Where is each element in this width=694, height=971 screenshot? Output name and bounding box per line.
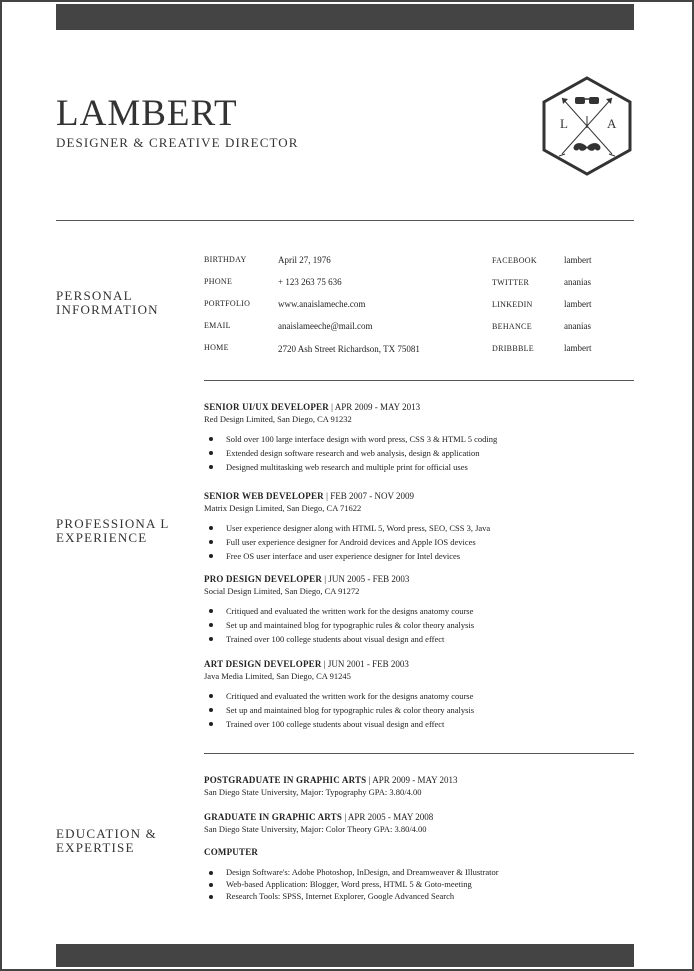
job-entry: SENIOR UI/UX DEVELOPER | APR 2009 - MAY 2013 Red Design Limited, San Diego, CA 91232 Sold over 100 large interface design with word press, CSS 3 & HTML 5 coding Extended design software research and web analysis, design & application Designed multitasking web research and multiple print for official uses	[204, 401, 634, 474]
job-company: Social Design Limited, San Diego, CA 91272	[204, 586, 360, 596]
job-title: ART DESIGN DEVELOPER	[204, 659, 322, 669]
info-label-phone: PHONE	[204, 277, 233, 286]
job-bullet: Set up and maintained blog for typographic rules & color theory analysis	[226, 703, 634, 717]
section-title-education: EDUCATION & EXPERTISE	[56, 826, 157, 855]
info-label-birthday: BIRTHDAY	[204, 255, 247, 264]
education-detail: San Diego State University, Major: Color Theory GPA: 3.80/4.00	[204, 824, 427, 834]
education-title: GRADUATE IN GRAPHIC ARTS	[204, 812, 343, 822]
job-bullet: Full user experience designer for Android devices and Apple IOS devices	[226, 535, 634, 549]
job-company: Java Media Limited, San Diego, CA 91245	[204, 671, 351, 681]
job-period: FEB 2007 - NOV 2009	[330, 491, 415, 501]
education-period: APR 2009 - MAY 2013	[372, 775, 458, 785]
social-value-linkedin: lambert	[564, 299, 592, 309]
job-bullet: Trained over 100 college students about visual design and effect	[226, 632, 634, 646]
skill-bullet: Design Software's: Adobe Photoshop, InDesign, and Dreamweaver & Illustrator	[226, 866, 634, 878]
skill-bullet: Research Tools: SPSS, Internet Explorer, Google Advanced Search	[226, 890, 634, 902]
social-value-dribbble: lambert	[564, 343, 592, 353]
social-label-linkedin: LINKEDIN	[492, 300, 533, 309]
job-company: Matrix Design Limited, San Diego, CA 71622	[204, 503, 362, 513]
social-value-behance: ananias	[564, 321, 591, 331]
job-entry: PRO DESIGN DEVELOPER | JUN 2005 - FEB 2003 Social Design Limited, San Diego, CA 91272 Critiqued and evaluated the written work for the designs anatomy course Set up and maintained blog for typographic rules & color theory analysis Trained over 100 college students about visual design and effect	[204, 573, 634, 646]
job-period: JUN 2005 - FEB 2003	[328, 574, 410, 584]
social-label-dribbble: DRIBBBLE	[492, 344, 534, 353]
job-bullet: Free OS user interface and user experience designer for Intel devices	[226, 549, 634, 563]
social-value-twitter: ananias	[564, 277, 591, 287]
mustache-icon	[574, 143, 601, 151]
divider-experience	[204, 753, 634, 754]
job-title: SENIOR UI/UX DEVELOPER	[204, 402, 329, 412]
monogram-logo	[540, 76, 634, 176]
job-period: APR 2009 - MAY 2013	[334, 402, 421, 412]
social-label-twitter: TWITTER	[492, 278, 530, 287]
top-bar	[56, 4, 634, 30]
divider-top	[56, 220, 634, 221]
info-value-portfolio: www.anaislameche.com	[278, 299, 366, 309]
job-bullet: User experience designer along with HTML 5, Word press, SEO, CSS 3, Java	[226, 521, 634, 535]
section-title-personal: PERSONAL INFORMATION	[56, 288, 159, 317]
education-detail: San Diego State University, Major: Typography GPA: 3.80/4.00	[204, 787, 422, 797]
job-bullet: Critiqued and evaluated the written work for the designs anatomy course	[226, 689, 634, 703]
section-title-experience: PROFESSIONA L EXPERIENCE	[56, 516, 170, 545]
info-value-phone: + 123 263 75 636	[278, 277, 342, 287]
education-title: POSTGRADUATE IN GRAPHIC ARTS	[204, 775, 367, 785]
job-bullet: Trained over 100 college students about visual design and effect	[226, 717, 634, 731]
education-period: APR 2005 - MAY 2008	[347, 812, 434, 822]
education-entry: POSTGRADUATE IN GRAPHIC ARTS | APR 2009 - MAY 2013 San Diego State University, Major: Typography GPA: 3.80/4.00	[204, 774, 634, 798]
job-bullet: Critiqued and evaluated the written work for the designs anatomy course	[226, 604, 634, 618]
info-value-birthday: April 27, 1976	[278, 255, 331, 265]
logo-initial-right: A	[607, 116, 617, 131]
skill-bullet: Web-based Application: Blogger, Word press, HTML 5 & Goto-meeting	[226, 878, 634, 890]
bottom-bar	[56, 944, 634, 967]
info-label-email: EMAIL	[204, 321, 231, 330]
job-title: PRO DESIGN DEVELOPER	[204, 574, 323, 584]
logo-initial-left: L	[560, 116, 568, 131]
job-title: SENIOR WEB DEVELOPER	[204, 491, 324, 501]
social-label-behance: BEHANCE	[492, 322, 532, 331]
job-bullet: Set up and maintained blog for typographic rules & color theory analysis	[226, 618, 634, 632]
education-entry: GRADUATE IN GRAPHIC ARTS | APR 2005 - MAY 2008 San Diego State University, Major: Color Theory GPA: 3.80/4.00	[204, 811, 634, 835]
job-company: Red Design Limited, San Diego, CA 91232	[204, 414, 352, 424]
job-bullet: Designed multitasking web research and multiple print for official uses	[226, 460, 634, 474]
job-entry: SENIOR WEB DEVELOPER | FEB 2007 - NOV 2009 Matrix Design Limited, San Diego, CA 71622 User experience designer along with HTML 5, Word press, SEO, CSS 3, Java Full user experience designer for Android devices and Apple IOS devices Free OS user interface and user experience designer for Intel devices	[204, 490, 634, 563]
resume-role: DESIGNER & CREATIVE DIRECTOR	[56, 135, 299, 150]
divider-personal	[204, 380, 634, 381]
computer-title: COMPUTER	[204, 847, 259, 857]
social-value-facebook: lambert	[564, 255, 592, 265]
computer-skills	[204, 846, 634, 902]
info-value-email: anaislameeche@mail.com	[278, 321, 373, 331]
job-bullet: Extended design software research and web analysis, design & application	[226, 446, 634, 460]
social-label-facebook: FACEBOOK	[492, 256, 537, 265]
job-entry: ART DESIGN DEVELOPER | JUN 2001 - FEB 2003 Java Media Limited, San Diego, CA 91245 Critiqued and evaluated the written work for the designs anatomy course Set up and maintained blog for typographic rules & color theory analysis Trained over 100 college students about visual design and effect	[204, 658, 634, 731]
job-bullet: Sold over 100 large interface design with word press, CSS 3 & HTML 5 coding	[226, 432, 634, 446]
resume-name: LAMBERT	[56, 93, 238, 134]
job-period: JUN 2001 - FEB 2003	[327, 659, 409, 669]
glasses-icon	[575, 97, 599, 104]
info-value-home: 2720 Ash Street Richardson, TX 75081	[278, 344, 420, 354]
info-label-home: HOME	[204, 343, 229, 352]
info-label-portfolio: PORTFOLIO	[204, 299, 251, 308]
